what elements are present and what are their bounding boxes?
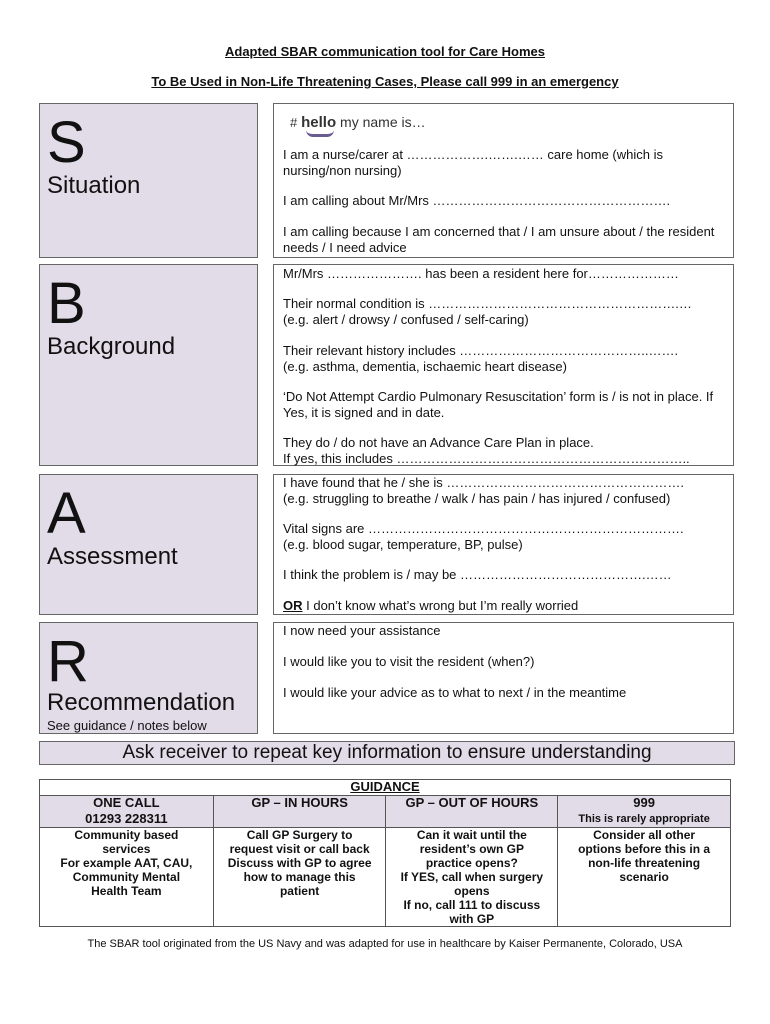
recommendation-letter: R (47, 629, 89, 694)
guidance-table (39, 779, 731, 927)
assessment-letter-box (39, 474, 258, 615)
assessment-content (273, 474, 734, 615)
assessment-line: I think the problem is / may be …………………………………….…… (283, 567, 672, 582)
recommendation-letter-box (39, 622, 258, 734)
recommendation-line: I now need your assistance (283, 623, 441, 638)
recommendation-line: I would like your advice as to what to next / in the meantime (283, 685, 627, 700)
hello-my-name-is-logo: # hello my name is… (290, 114, 426, 131)
assessment-line: (e.g. struggling to breathe / walk / has pain / has injured / confused) (283, 491, 671, 506)
situation-line: I am calling about Mr/Mrs ………………………………………………. (283, 193, 671, 208)
repeat-information-banner: Ask receiver to repeat key information to ensure understanding (39, 741, 735, 765)
column-head-gp-out-of-hours: GP – OUT OF HOURS (386, 796, 558, 828)
footer-note: The SBAR tool originated from the US Navy and was adapted for use in healthcare by Kaiser Permanente, Colorado, USA (87, 938, 683, 950)
situation-content (273, 103, 734, 258)
assessment-letter: A (47, 481, 86, 546)
guidance-cell-999: Consider all other options before this in a non-life threatening scenario (558, 828, 731, 927)
recommendation-note: See guidance / notes below (47, 718, 207, 733)
smile-icon (306, 130, 334, 137)
recommendation-line: I would like you to visit the resident (when?) (283, 654, 535, 669)
background-content (273, 264, 734, 466)
assessment-line-or: OR I don’t know what’s wrong but I’m really worried (283, 598, 579, 613)
background-line: They do / do not have an Advance Care Plan in place. (283, 435, 594, 450)
background-line: ‘Do Not Attempt Cardio Pulmonary Resuscitation’ form is / is not in place. If Yes, it is signed and in date. (283, 389, 714, 420)
situation-label: Situation (47, 172, 141, 199)
column-head-999: 999 This is rarely appropriate (558, 796, 731, 828)
background-letter-box (39, 264, 258, 466)
situation-line: I am calling because I am concerned that / I am unsure about / the resident needs / I need advice (283, 224, 715, 255)
guidance-heading: GUIDANCE (40, 780, 731, 796)
assessment-line: Vital signs are ………………………………………………………………. (283, 521, 684, 536)
background-line: (e.g. alert / drowsy / confused / self-caring) (283, 312, 529, 327)
assessment-line: (e.g. blood sugar, temperature, BP, pulse) (283, 537, 523, 552)
assessment-line: I have found that he / she is ………………………………………………. (283, 475, 684, 490)
recommendation-label: Recommendation (47, 689, 236, 716)
guidance-cell-gp-out-of-hours: Can it wait until the resident’s own GP practice opens? If YES, call when surgery opens If no, call 111 to discuss with GP (386, 828, 558, 927)
background-label: Background (47, 333, 176, 360)
guidance-cell-one-call: Community based services For example AAT, CAU, Community Mental Health Team (40, 828, 214, 927)
situation-letter-box (39, 103, 258, 258)
background-line: (e.g. asthma, dementia, ischaemic heart disease) (283, 359, 567, 374)
background-line: Their relevant history includes ……………………………………..……. (283, 343, 679, 358)
background-line: Their normal condition is ………………………………………………….… (283, 296, 692, 311)
background-letter: B (47, 271, 86, 336)
background-line: Mr/Mrs …………………. has been a resident here for………………… (283, 266, 679, 281)
background-line: If yes, this includes ………………………………………………………….. (283, 451, 690, 466)
assessment-label: Assessment (47, 543, 178, 570)
situation-line: I am a nurse/carer at ……………….…….…… care home (which is nursing/non nursing) (283, 147, 663, 178)
situation-letter: S (47, 110, 86, 175)
document-title: Adapted SBAR communication tool for Care Homes (225, 44, 545, 59)
guidance-cell-gp-in-hours: Call GP Surgery to request visit or call back Discuss with GP to agree how to manage this patient (213, 828, 386, 927)
column-head-one-call: ONE CALL 01293 228311 (40, 796, 214, 828)
column-head-gp-in-hours: GP – IN HOURS (213, 796, 386, 828)
recommendation-content (273, 622, 734, 734)
document-subtitle: To Be Used in Non-Life Threatening Cases, Please call 999 in an emergency (151, 74, 619, 89)
